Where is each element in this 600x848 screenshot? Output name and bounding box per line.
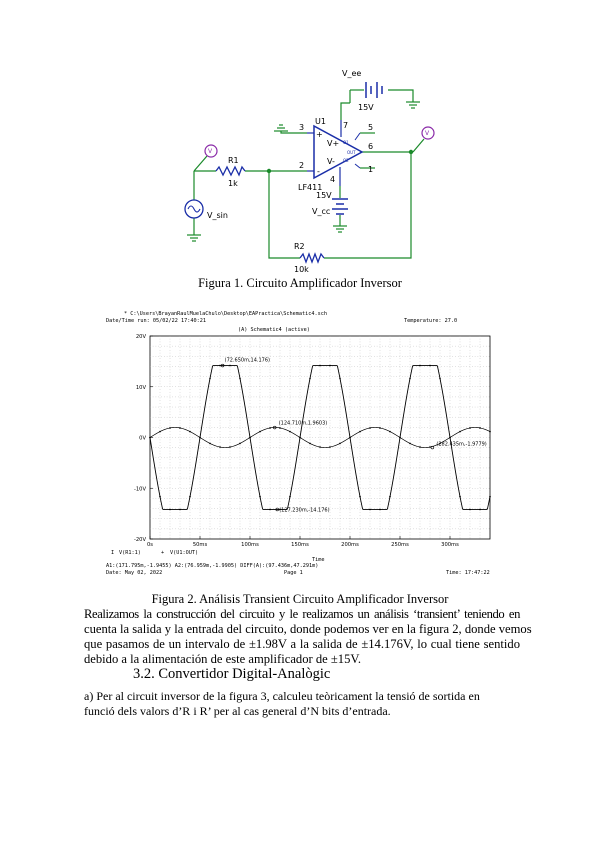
series-marker-2 bbox=[479, 509, 481, 511]
series-marker-2 bbox=[149, 437, 151, 439]
series-marker-1 bbox=[359, 431, 361, 433]
x-axis-label: Time bbox=[312, 557, 325, 563]
series-marker-2 bbox=[359, 496, 361, 498]
r1-label: R1 bbox=[228, 156, 239, 165]
y-tick-label: -20V bbox=[133, 537, 146, 543]
paragraph-line: debido a la alimentación de este amplificador de ±15V. bbox=[84, 652, 362, 666]
series-marker-1 bbox=[209, 443, 211, 445]
series-marker-1 bbox=[409, 443, 411, 445]
o2-pin-label: O2 bbox=[343, 158, 349, 163]
series-marker-2 bbox=[329, 365, 331, 367]
battery-vee bbox=[366, 82, 382, 98]
series-marker-1 bbox=[239, 443, 241, 445]
series-marker-1 bbox=[419, 446, 421, 448]
x-tick-label: 200ms bbox=[341, 542, 359, 548]
series-marker-1 bbox=[369, 427, 371, 429]
probe-in-letter: V bbox=[208, 148, 213, 155]
u1-label: U1 bbox=[315, 117, 326, 126]
series-marker-1 bbox=[329, 446, 331, 448]
series-marker-1 bbox=[339, 443, 341, 445]
pin2-label: 2 bbox=[299, 161, 305, 170]
series-marker-1 bbox=[169, 427, 171, 429]
series-marker-1 bbox=[219, 446, 221, 448]
series-marker-2 bbox=[169, 509, 171, 511]
section-heading: 3.2. Convertidor Digital-Analògic bbox=[133, 666, 331, 682]
series-marker-2 bbox=[189, 496, 191, 498]
series-marker-2 bbox=[449, 437, 451, 439]
vcc-label: V_cc bbox=[312, 207, 331, 216]
legend-marker-2: + bbox=[161, 550, 165, 556]
pin4-label: 4 bbox=[330, 175, 336, 184]
vee-value: 15V bbox=[358, 103, 374, 112]
annotation-label: (72.650m,14.176) bbox=[224, 357, 271, 364]
series-marker-1 bbox=[229, 446, 231, 448]
x-tick-label: 300ms bbox=[441, 542, 459, 548]
figure1-caption: Figura 1. Circuito Amplificador Inversor bbox=[198, 276, 402, 290]
out-pin-label: OUT bbox=[347, 150, 356, 155]
pin6-label: 6 bbox=[368, 142, 374, 151]
series-marker-1 bbox=[379, 427, 381, 429]
paragraph-line: que pasamos de un intervalo de ±1.98V a la salida de ±14.176V, lo cual tiene sentido bbox=[84, 637, 520, 651]
plus-sign: + bbox=[316, 130, 323, 139]
resistor-r2 bbox=[300, 254, 324, 262]
pin1-label: 1 bbox=[368, 165, 374, 174]
r2-label: R2 bbox=[294, 242, 305, 251]
paragraph-line: Realizamos la construcción del circuito y le realizamos un análisis ‘transient’ teniendo en bbox=[84, 607, 520, 621]
annotation-label: (127.230m,-14.176) bbox=[279, 507, 330, 514]
sine-source bbox=[185, 200, 203, 218]
y-tick-label: 20V bbox=[135, 334, 146, 340]
cursor-readout: A1:(171.795m,-1.9455) A2:(76.959m,-1.9905) DIFF(A):(97.436m,47.291m) bbox=[106, 563, 319, 569]
o1-pin-label: O1 bbox=[343, 140, 349, 145]
series-marker-2 bbox=[489, 496, 491, 498]
pin5-label: 5 bbox=[368, 123, 374, 132]
results-paragraph bbox=[84, 607, 532, 667]
series-marker-2 bbox=[459, 496, 461, 498]
y-tick-label: -10V bbox=[133, 486, 146, 493]
footer-page: Page 1 bbox=[284, 570, 303, 576]
series-marker-1 bbox=[309, 443, 311, 445]
series-marker-1 bbox=[429, 446, 431, 448]
y-tick-label: 10V bbox=[135, 384, 146, 391]
series-marker-2 bbox=[239, 378, 241, 380]
footer-time: Time: 17:47:22 bbox=[446, 570, 490, 576]
series-marker-1 bbox=[469, 427, 471, 429]
pin7-label: 7 bbox=[343, 121, 349, 130]
x-tick-label: 150ms bbox=[291, 542, 309, 548]
figure2-caption: Figura 2. Análisis Transient Circuito Amplificador Inversor bbox=[151, 592, 449, 606]
series-marker-2 bbox=[229, 365, 231, 367]
question-text bbox=[84, 689, 480, 719]
series-marker-2 bbox=[419, 365, 421, 367]
series-marker-2 bbox=[209, 378, 211, 380]
battery-vcc bbox=[332, 199, 348, 214]
series-marker-2 bbox=[319, 365, 321, 367]
plot-title: (A) Schematic4 (active) bbox=[238, 327, 310, 333]
r1-value: 1k bbox=[228, 179, 238, 188]
series-marker-2 bbox=[159, 496, 161, 498]
paragraph-line: cuenta la salida y la entrada del circuito, donde podemos ver en la figura 2, donde vemos bbox=[84, 622, 532, 636]
series-marker-2 bbox=[399, 437, 401, 439]
vee-label: V_ee bbox=[342, 69, 362, 78]
opamp-name: LF411 bbox=[298, 183, 323, 192]
plot-header-date: Date/Time run: 05/02/22 17:40:21 bbox=[106, 318, 206, 324]
series-marker-2 bbox=[249, 437, 251, 439]
series-marker-2 bbox=[429, 365, 431, 367]
series-marker-2 bbox=[339, 378, 341, 380]
x-tick-label: 250ms bbox=[391, 542, 409, 548]
x-tick-label: 50ms bbox=[192, 542, 208, 548]
question-line: a) Per al circuit inversor de la figura 3, calculeu teòricament la tensió de sortida en bbox=[84, 689, 480, 703]
vplus-label: V+ bbox=[327, 139, 340, 148]
series-marker-2 bbox=[349, 437, 351, 439]
vminus-label: V- bbox=[327, 157, 335, 166]
series-marker-2 bbox=[179, 509, 181, 511]
series-marker-1 bbox=[389, 431, 391, 433]
legend-text-2: V(U1:OUT) bbox=[170, 550, 199, 556]
footer-date: Date: May 02, 2022 bbox=[106, 570, 163, 576]
series-marker-2 bbox=[439, 378, 441, 380]
wires bbox=[194, 90, 424, 258]
series-marker-1 bbox=[269, 427, 271, 429]
x-tick-label: 100ms bbox=[241, 542, 259, 548]
vsin-label: V_sin bbox=[207, 211, 228, 220]
series-marker-1 bbox=[479, 427, 481, 429]
series-marker-2 bbox=[379, 509, 381, 511]
resistor-r1 bbox=[216, 167, 245, 175]
r2-value: 10k bbox=[294, 265, 309, 272]
series-marker-2 bbox=[369, 509, 371, 511]
series-marker-2 bbox=[259, 496, 261, 498]
series-marker-1 bbox=[279, 427, 281, 429]
series-marker-2 bbox=[199, 437, 201, 439]
circuit-schematic bbox=[0, 0, 600, 272]
annotation-label: (124.710m,1.9603) bbox=[278, 420, 328, 427]
series-marker-2 bbox=[409, 378, 411, 380]
series-marker-1 bbox=[189, 431, 191, 433]
series-marker-2 bbox=[469, 509, 471, 511]
probe-out-letter: V bbox=[425, 130, 430, 137]
plot-header-temp: Temperature: 27.0 bbox=[404, 318, 458, 324]
question-line: funció dels valors d’R i R’ per al cas general d’N bits d’entrada. bbox=[84, 704, 391, 718]
series-marker-2 bbox=[389, 496, 391, 498]
minus-sign: - bbox=[317, 167, 320, 176]
series-marker-1 bbox=[489, 431, 491, 433]
y-tick-label: 0V bbox=[139, 435, 146, 442]
legend-text-1: V(R1:1) bbox=[119, 550, 141, 556]
series-marker-2 bbox=[289, 496, 291, 498]
series-marker-2 bbox=[219, 365, 221, 367]
pin3-label: 3 bbox=[299, 123, 305, 132]
x-tick-label: 0s bbox=[146, 542, 154, 548]
series-marker-1 bbox=[459, 431, 461, 433]
series-marker-1 bbox=[319, 446, 321, 448]
legend-marker-1: I bbox=[111, 550, 115, 556]
annotation-label: (282.435m,-1.9779) bbox=[436, 441, 487, 448]
series-marker-2 bbox=[309, 378, 311, 380]
series-marker-1 bbox=[289, 431, 291, 433]
vcc-value: 15V bbox=[316, 191, 332, 200]
series-marker-2 bbox=[299, 437, 301, 439]
transient-plot bbox=[104, 307, 500, 579]
plot-header-path: * C:\Users\BrayanRaulMuelaChulo\Desktop\EAPractica\Schematic4.sch bbox=[124, 311, 328, 317]
series-marker-1 bbox=[259, 431, 261, 433]
series-marker-1 bbox=[179, 427, 181, 429]
series-marker-1 bbox=[159, 431, 161, 433]
series-marker-2 bbox=[269, 509, 271, 511]
